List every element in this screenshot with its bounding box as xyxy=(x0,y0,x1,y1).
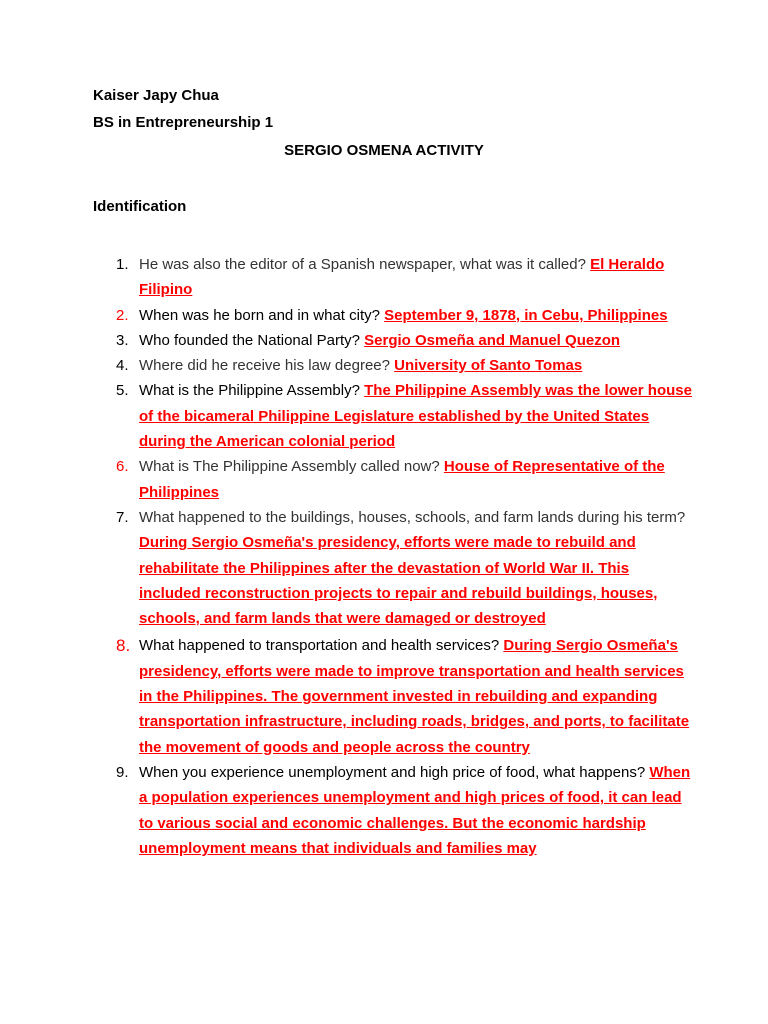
question-item-3 xyxy=(93,328,693,353)
question-number: 4. xyxy=(116,357,129,375)
question-number: 6. xyxy=(116,458,129,476)
question-item-1 xyxy=(93,252,693,303)
question-text: What happened to transportation and health services? xyxy=(139,637,504,655)
answer-text: The Philippine Assembly was the lower house of the bicameral Philippine Legislature established by the United States during the American colonial period xyxy=(139,382,692,451)
answer-text: House of Representative of the Philippines xyxy=(139,458,665,501)
answer-text: During Sergio Osmeña's presidency, efforts were made to rebuild and rehabilitate the Philippines after the devastation of World War II. This included reconstruction projects to repair and rebuild buildings, houses, schools, and farm lands that were damaged or destroyed xyxy=(139,534,658,628)
author-name: Kaiser Japy Chua xyxy=(93,87,219,104)
question-number: 8. xyxy=(116,636,131,656)
answer-text: September 9, 1878, in Cebu, Philippines xyxy=(384,306,668,324)
question-item-9 xyxy=(93,760,693,861)
answer-text: University of Santo Tomas xyxy=(394,357,583,375)
answer-text: During Sergio Osmeña's presidency, efforts were made to improve transportation and health services in the Philippines. The government invested in rebuilding and expanding transportation infrastructure, including roads, bridges, and ports, to facilitate the movement of goods and people across the country xyxy=(139,637,690,756)
question-text: Where did he receive his law degree? xyxy=(139,357,395,375)
question-text: What is The Philippine Assembly called now? xyxy=(139,458,444,476)
question-number: 9. xyxy=(116,763,129,781)
question-item-2 xyxy=(93,303,693,328)
question-item-7 xyxy=(93,505,693,631)
question-text: When was he born and in what city? xyxy=(139,306,385,324)
question-text: What happened to the buildings, houses, schools, and farm lands during his term? xyxy=(139,508,686,526)
question-number: 2. xyxy=(116,306,129,324)
answer-text: El Heraldo Filipino xyxy=(139,256,665,299)
question-text: He was also the editor of a Spanish newspaper, what was it called? xyxy=(139,256,591,273)
question-text: When you experience unemployment and high price of food, what happens? xyxy=(139,763,650,781)
question-number: 3. xyxy=(116,331,129,349)
question-number: 1. xyxy=(116,256,129,273)
section-heading: Identification xyxy=(93,198,187,215)
program-name: BS in Entrepreneurship 1 xyxy=(93,114,274,131)
question-item-4 xyxy=(93,353,693,378)
question-item-5 xyxy=(93,378,693,454)
question-item-8 xyxy=(93,633,693,759)
question-number: 5. xyxy=(116,382,129,400)
question-text: What is the Philippine Assembly? xyxy=(139,382,365,400)
question-list xyxy=(93,252,693,861)
question-item-6 xyxy=(93,454,693,505)
answer-text: When a population experiences unemployment and high prices of food, it can lead to various social and economic challenges. But the economic hardship unemployment means that individuals and families may xyxy=(139,763,691,857)
question-number: 7. xyxy=(116,508,129,526)
answer-text: Sergio Osmeña and Manuel Quezon xyxy=(364,331,621,349)
document-title: SERGIO OSMENA ACTIVITY xyxy=(284,142,484,159)
question-text: Who founded the National Party? xyxy=(139,331,365,349)
